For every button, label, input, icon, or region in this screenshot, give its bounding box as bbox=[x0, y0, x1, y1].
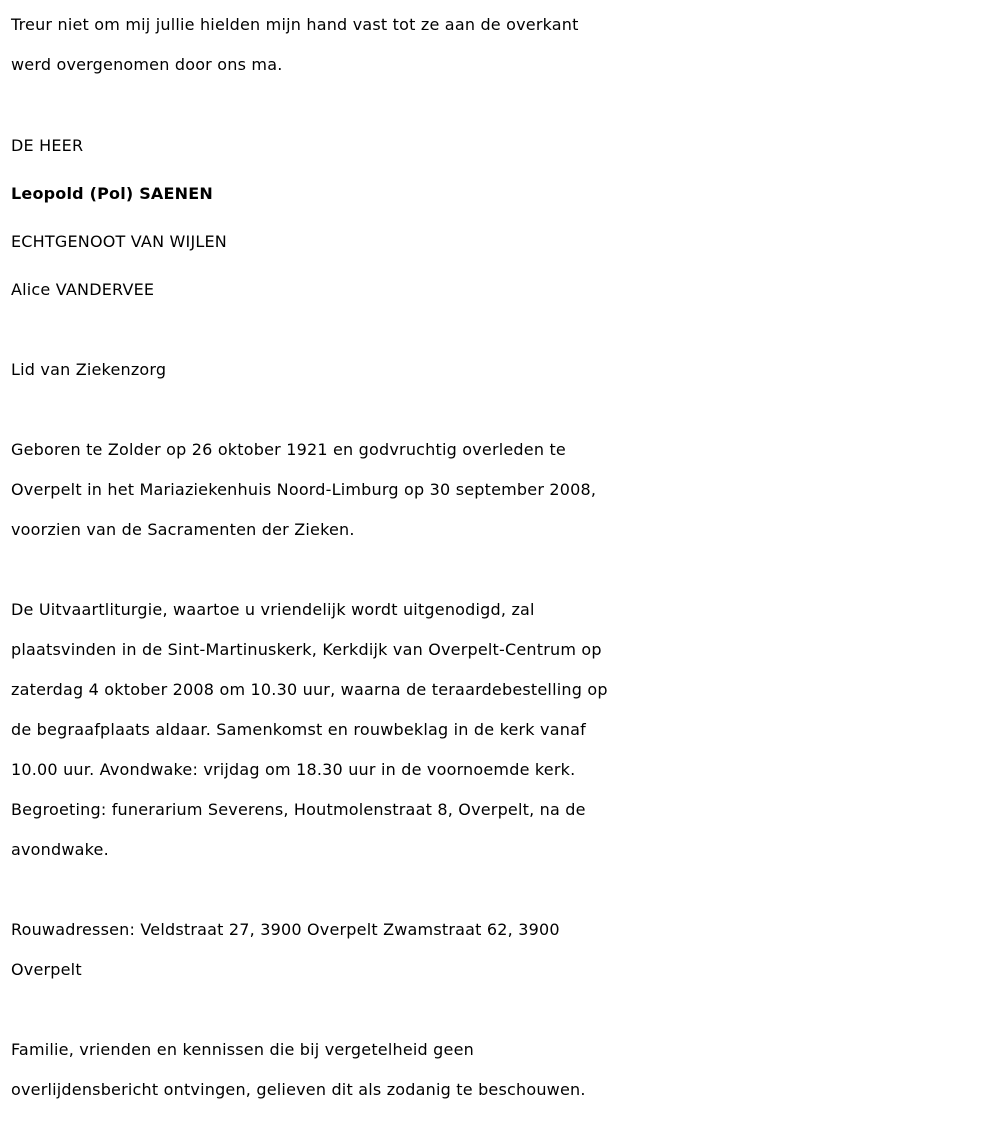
funeral-paragraph bbox=[11, 590, 991, 870]
membership-text: Lid van Ziekenzorg bbox=[11, 360, 167, 379]
closing-paragraph bbox=[11, 1030, 991, 1110]
birth-death-line: voorzien van de Sacramenten der Zieken. bbox=[11, 520, 355, 539]
verse-paragraph bbox=[11, 5, 991, 85]
funeral-line: de begraafplaats aldaar. Samenkomst en rouwbeklag in de kerk vanaf bbox=[11, 720, 586, 739]
relation-label: ECHTGENOOT VAN WIJLEN bbox=[11, 232, 227, 251]
address-line: Overpelt bbox=[11, 960, 82, 979]
birth-death-line: Geboren te Zolder op 26 oktober 1921 en godvruchtig overleden te bbox=[11, 440, 566, 459]
funeral-line: zaterdag 4 oktober 2008 om 10.30 uur, waarna de teraardebestelling op bbox=[11, 680, 608, 699]
title-prefix: DE HEER bbox=[11, 136, 84, 155]
funeral-line: 10.00 uur. Avondwake: vrijdag om 18.30 uur in de voornoemde kerk. bbox=[11, 760, 576, 779]
funeral-line: De Uitvaartliturgie, waartoe u vriendelijk wordt uitgenodigd, zal bbox=[11, 600, 535, 619]
spouse-name: Alice VANDERVEE bbox=[11, 280, 155, 299]
birth-death-line: Overpelt in het Mariaziekenhuis Noord-Limburg op 30 september 2008, bbox=[11, 480, 597, 499]
deceased-name: Leopold (Pol) SAENEN bbox=[11, 184, 213, 203]
name-block bbox=[11, 122, 991, 314]
verse-line: werd overgenomen door ons ma. bbox=[11, 55, 283, 74]
verse-line: Treur niet om mij jullie hielden mijn hand vast tot ze aan de overkant bbox=[11, 15, 579, 34]
addresses-paragraph bbox=[11, 910, 991, 990]
funeral-line: Begroeting: funerarium Severens, Houtmolenstraat 8, Overpelt, na de bbox=[11, 800, 586, 819]
closing-line: Familie, vrienden en kennissen die bij vergetelheid geen bbox=[11, 1040, 474, 1059]
funeral-line: avondwake. bbox=[11, 840, 109, 859]
address-line: Rouwadressen: Veldstraat 27, 3900 Overpelt Zwamstraat 62, 3900 bbox=[11, 920, 560, 939]
birth-death-paragraph bbox=[11, 430, 991, 550]
membership-paragraph bbox=[11, 350, 991, 390]
funeral-line: plaatsvinden in de Sint-Martinuskerk, Kerkdijk van Overpelt-Centrum op bbox=[11, 640, 602, 659]
closing-line: overlijdensbericht ontvingen, gelieven dit als zodanig te beschouwen. bbox=[11, 1080, 586, 1099]
